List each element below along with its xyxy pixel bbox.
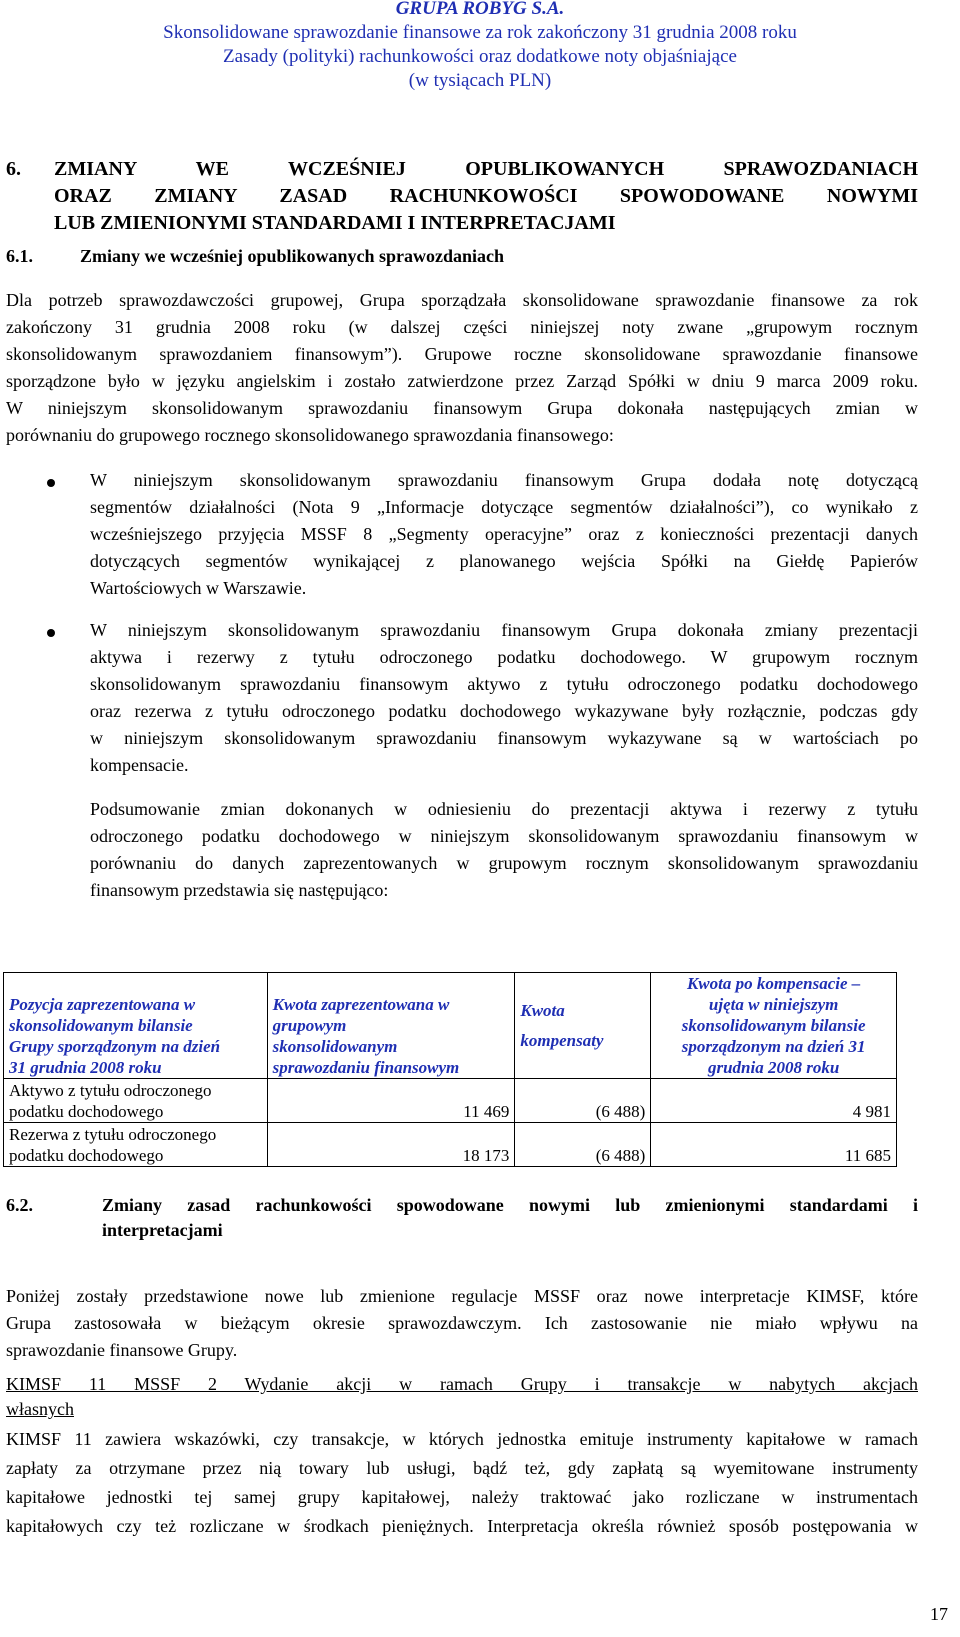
text-line: zapłaty za otrzymane przez nią towary lub usługi, bądź też, gdy zapłatą są wyemitowane instrumenty xyxy=(6,1458,918,1478)
text-line: wcześniejszego przyjęcia MSSF 8 „Segmenty operacyjne” oraz z konieczności prezentacji danych xyxy=(90,524,918,544)
text-line: kompensacie. xyxy=(90,755,189,775)
text-line: finansowym przedstawia się następująco: xyxy=(90,880,389,900)
text-line: dotyczących segmentów wynikającej z planowanego wejścia Spółki na Giełdę Papierów xyxy=(90,551,918,571)
header-compensation: Kwota kompensaty xyxy=(515,973,651,1079)
header-group-amount: Kwota zaprezentowana w grupowym skonsolidowanym sprawozdaniu finansowym xyxy=(267,973,515,1079)
text-line: porównaniu do danych zaprezentowanych w grupowym rocznym skonsolidowanym sprawozdaniu xyxy=(90,853,918,873)
text-line: Zmiany zasad rachunkowości spowodowane nowymi lub zmienionymi standardami i xyxy=(102,1195,918,1215)
text-line: Dla potrzeb sprawozdawczości grupowej, Grupa sporządzała skonsolidowane sprawozdanie finansowe za rok xyxy=(6,290,918,310)
text-line: segmentów działalności (Nota 9 „Informacje dotyczące segmentów działalności”), co wynikało z xyxy=(90,497,918,517)
company-name: GRUPA ROBYG S.A. xyxy=(395,0,565,19)
bullet-item-segments xyxy=(90,467,918,602)
page-number: 17 xyxy=(930,1604,948,1624)
bullet-dot-icon xyxy=(47,629,55,637)
report-header xyxy=(0,0,960,93)
header-report-title: Skonsolidowane sprawozdanie finansowe za rok zakończony 31 grudnia 2008 roku xyxy=(163,22,797,43)
deferred-tax-table xyxy=(3,972,897,1167)
text-line: W niniejszym skonsolidowanym sprawozdaniu finansowym Grupa dokonała następujących zmian w xyxy=(6,398,918,418)
text-line: KIMSF 11 MSSF 2 Wydanie akcji w ramach Grupy i transakcje w nabytych akcjach xyxy=(6,1374,918,1394)
text-line: zakończony 31 grudnia 2008 roku (w dalszej części niniejszej noty zwane „grupowym rocznym xyxy=(6,317,918,337)
cell-group-amount: 11 469 xyxy=(267,1079,515,1123)
table-row xyxy=(4,1123,897,1167)
section-title-line: ZMIANY WE WCZEŚNIEJ OPUBLIKOWANYCH SPRAWOZDANIACH xyxy=(54,158,918,180)
paragraph-intro xyxy=(6,287,918,449)
text-line: sprawozdanie finansowe Grupy. xyxy=(6,1340,238,1360)
header-position: Pozycja zaprezentowana w skonsolidowanym bilansie Grupy sporządzonym na dzień 31 grudnia 2008 roku xyxy=(4,973,268,1079)
cell-group-amount: 18 173 xyxy=(267,1123,515,1167)
table-row xyxy=(4,1079,897,1123)
subsection-6-2-number: 6.2. xyxy=(6,1195,33,1215)
kimsf-11-heading xyxy=(6,1372,918,1422)
row-label: Aktywo z tytułu odroczonego podatku dochodowego xyxy=(4,1079,268,1123)
text-line: Podsumowanie zmian dokonanych w odniesieniu do prezentacji aktywa i rezerwy z tytułu xyxy=(90,799,918,819)
text-line: aktywa i rezerwy z tytułu odroczonego podatku dochodowego. W grupowym rocznym xyxy=(90,647,918,667)
text-line: kapitałowych czy też rozliczane w środkach pieniężnych. Interpretacja określa również sposób postępowania w xyxy=(6,1516,918,1536)
text-line: w niniejszym skonsolidowanym sprawozdaniu finansowym wykazywane są w wartościach po xyxy=(90,728,918,748)
section-title-line: LUB ZMIENIONYMI STANDARDAMI I INTERPRETACJAMI xyxy=(54,212,616,234)
text-line: W niniejszym skonsolidowanym sprawozdaniu finansowym Grupa dodała notę dotyczącą xyxy=(90,470,918,490)
section-title-line: ORAZ ZMIANY ZASAD RACHUNKOWOŚCI SPOWODOWANE NOWYMI xyxy=(54,185,918,207)
text-line: W niniejszym skonsolidowanym sprawozdaniu finansowym Grupa dokonała zmiany prezentacji xyxy=(90,620,918,640)
text-line: sporządzone było w języku angielskim i zostało zatwierdzone przez Zarząd Spółki w dniu 9 marca 2009 roku. xyxy=(6,371,918,391)
table-header-row xyxy=(4,973,897,1079)
text-line: Wartościowych w Warszawie. xyxy=(90,578,307,598)
cell-compensation: (6 488) xyxy=(515,1123,651,1167)
text-line: skonsolidowanym sprawozdaniem finansowym”). Grupowe roczne skonsolidowane sprawozdanie finansowe xyxy=(6,344,918,364)
text-line: porównaniu do grupowego rocznego skonsolidowanego sprawozdania finansowego: xyxy=(6,425,614,445)
section-number: 6. xyxy=(6,158,21,180)
subsection-6-2-title xyxy=(102,1193,918,1243)
text-line: Grupa zastosowała w bieżącym okresie sprawozdawczym. Ich zastosowanie nie miało wpływu na xyxy=(6,1313,918,1333)
header-currency-note: (w tysiącach PLN) xyxy=(408,70,552,91)
bullet-item-deferred-tax xyxy=(90,617,918,779)
bullet-dot-icon xyxy=(47,479,55,487)
paragraph-summary xyxy=(90,796,918,904)
text-line: oraz rezerwa z tytułu odroczonego podatku dochodowego wykazywane były rozłącznie, podczas gdy xyxy=(90,701,918,721)
cell-compensation: (6 488) xyxy=(515,1079,651,1123)
text-line: skonsolidowanym sprawozdaniu finansowym aktywo z tytułu odroczonego podatku dochodowego xyxy=(90,674,918,694)
text-line: odroczonego podatku dochodowego w niniejszym skonsolidowanym sprawozdaniu finansowym w xyxy=(90,826,918,846)
cell-after-compensation: 11 685 xyxy=(651,1123,897,1167)
subsection-6-1-number: 6.1. xyxy=(6,246,33,266)
paragraph-kimsf-11 xyxy=(6,1425,918,1541)
text-line: Poniżej zostały przedstawione nowe lub zmienione regulacje MSSF oraz nowe interpretacje KIMSF, które xyxy=(6,1286,918,1306)
subsection-6-1-title: Zmiany we wcześniej opublikowanych sprawozdaniach xyxy=(80,246,505,266)
paragraph-new-regulations xyxy=(6,1283,918,1364)
row-label: Rezerwa z tytułu odroczonego podatku dochodowego xyxy=(4,1123,268,1167)
text-line: interpretacjami xyxy=(102,1220,223,1240)
cell-after-compensation: 4 981 xyxy=(651,1079,897,1123)
header-section-title: Zasady (polityki) rachunkowości oraz dodatkowe noty objaśniające xyxy=(223,46,737,67)
header-after-compensation: Kwota po kompensacie – ujęta w niniejszym skonsolidowanym bilansie sporządzonym na dzień 31 grudnia 2008 roku xyxy=(651,973,897,1079)
text-line: KIMSF 11 zawiera wskazówki, czy transakcje, w których jednostka emituje instrumenty kapitałowe w ramach xyxy=(6,1429,918,1449)
text-line: kapitałowe jednostki tej samej grupy kapitałowej, należy traktować jako rozliczane w instrumentach xyxy=(6,1487,918,1507)
text-line: własnych xyxy=(6,1399,74,1419)
